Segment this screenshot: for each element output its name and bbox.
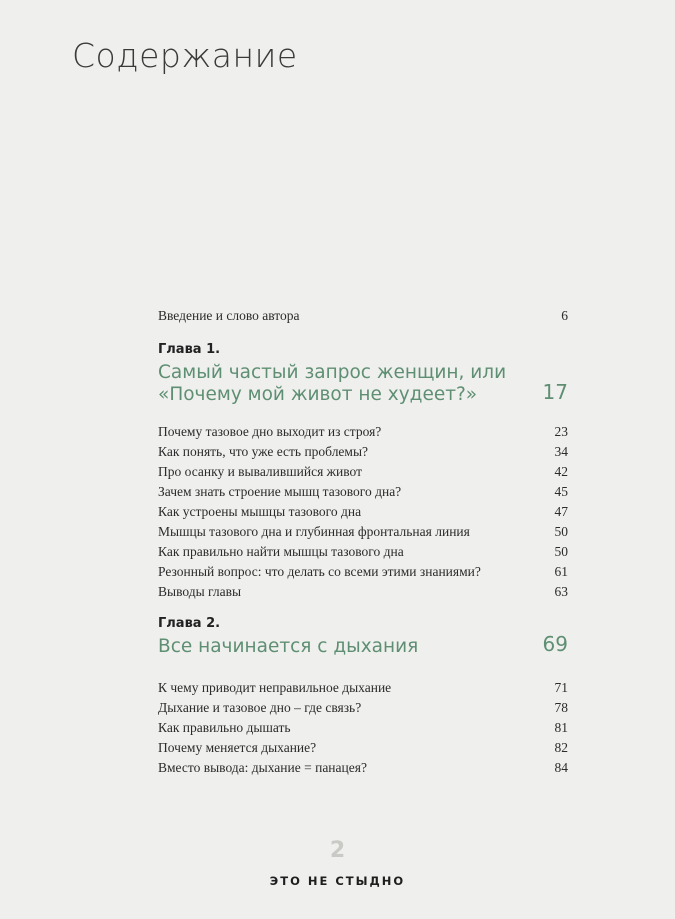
toc-entry [158, 680, 568, 696]
toc-entry-label: Как понять, что уже есть проблемы? [158, 444, 369, 459]
toc-entry-label: Выводы главы [158, 584, 242, 599]
toc-entry-page: 34 [554, 444, 568, 459]
toc-entry-label: Как правильно дышать [158, 720, 291, 735]
toc-entry-page: 82 [554, 740, 568, 755]
chapter-1-title-line2: «Почему мой живот не худеет?» [158, 384, 478, 405]
toc-entry-page: 78 [554, 700, 568, 715]
toc-entry-page: 23 [554, 424, 568, 439]
toc-entry-page: 47 [554, 504, 568, 519]
toc-entry-label: Почему тазовое дно выходит из строя? [158, 424, 382, 439]
toc-entry-intro [158, 308, 568, 324]
toc-entry [158, 524, 568, 540]
toc-entry-label: Дыхание и тазовое дно – где связь? [158, 700, 362, 715]
toc-entry-page: 71 [554, 680, 568, 695]
toc-entry-page: 84 [554, 760, 568, 775]
chapter-2-label: Глава 2. [158, 616, 221, 631]
toc-entry [158, 584, 568, 600]
chapter-2-page: 69 [542, 632, 568, 656]
toc-entry-label: Вместо вывода: дыхание = панацея? [158, 760, 367, 775]
toc-entry [158, 424, 568, 440]
toc-entry [158, 564, 568, 580]
page-number: 2 [329, 838, 346, 863]
toc-entry-page: 45 [554, 484, 568, 499]
page-title: Содержание [72, 36, 298, 75]
toc-entry-page: 81 [554, 720, 568, 735]
toc-entry-label: Резонный вопрос: что делать со всеми этими знаниями? [158, 564, 481, 579]
chapter-1-label: Глава 1. [158, 342, 221, 357]
toc-entry-page: 61 [554, 564, 568, 579]
toc-entry [158, 484, 568, 500]
toc-entry-page: 42 [554, 464, 568, 479]
toc-entry-label: Мышцы тазового дна и глубинная фронтальная линия [158, 524, 470, 539]
toc-entry [158, 700, 568, 716]
chapter-2-title: Все начинается с дыхания [158, 636, 419, 657]
toc-entry-label: Как устроены мышцы тазового дна [158, 504, 362, 519]
toc-entry-page: 6 [561, 308, 568, 323]
toc-entry [158, 740, 568, 756]
toc-entry [158, 760, 568, 776]
toc-entry-label: Почему меняется дыхание? [158, 740, 317, 755]
toc-entry [158, 444, 568, 460]
toc-entry-page: 63 [554, 584, 568, 599]
chapter-1-page: 17 [542, 380, 568, 404]
running-title: ЭТО НЕ СТЫДНО [269, 874, 406, 888]
toc-entry [158, 720, 568, 736]
toc-entry-page: 50 [554, 524, 568, 539]
toc-entry-label: Как правильно найти мышцы тазового дна [158, 544, 404, 559]
toc-entry-label: Про осанку и вывалившийся живот [158, 464, 362, 479]
chapter-1-title-line1: Самый частый запрос женщин, или [158, 362, 507, 383]
toc-entry-label: Зачем знать строение мышц тазового дна? [158, 484, 402, 499]
toc-entry-label: Введение и слово автора [158, 308, 300, 323]
toc-entry-label: К чему приводит неправильное дыхание [158, 680, 392, 695]
toc-entry [158, 464, 568, 480]
toc-entry-page: 50 [554, 544, 568, 559]
toc-entry [158, 544, 568, 560]
toc-entry [158, 504, 568, 520]
